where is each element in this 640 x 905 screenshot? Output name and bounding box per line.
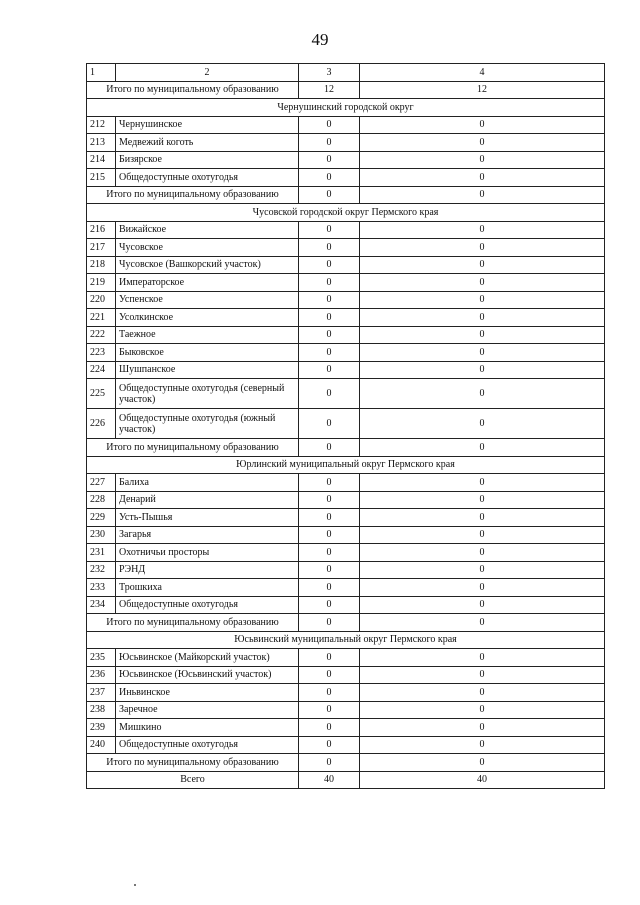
value-col4: 0 xyxy=(360,186,605,204)
value-col4: 0 xyxy=(360,474,605,492)
row-number: 235 xyxy=(87,649,116,667)
row-number: 218 xyxy=(87,256,116,274)
grand-total-row xyxy=(87,771,605,789)
value-col4: 0 xyxy=(360,649,605,667)
value-col3: 0 xyxy=(299,561,360,579)
value-col4: 0 xyxy=(360,754,605,772)
value-col4: 0 xyxy=(360,491,605,509)
hunting-ground-name: Бизярское xyxy=(116,151,299,169)
hunting-ground-name: Медвежий коготь xyxy=(116,134,299,152)
table-row xyxy=(87,719,605,737)
value-col4: 0 xyxy=(360,509,605,527)
section-title: Юрлинский муниципальный округ Пермского края xyxy=(87,456,605,474)
value-col4: 0 xyxy=(360,379,605,409)
value-col3: 0 xyxy=(299,649,360,667)
row-number: 214 xyxy=(87,151,116,169)
value-col4: 0 xyxy=(360,326,605,344)
value-col3: 0 xyxy=(299,579,360,597)
row-number: 225 xyxy=(87,379,116,409)
hunting-ground-name: Трошкиха xyxy=(116,579,299,597)
hunting-ground-name: Быковское xyxy=(116,344,299,362)
row-number: 238 xyxy=(87,701,116,719)
table-row xyxy=(87,361,605,379)
subtotal-label: Итого по муниципальному образованию xyxy=(87,754,299,772)
hunting-ground-name: Таежное xyxy=(116,326,299,344)
table-row xyxy=(87,544,605,562)
table-row xyxy=(87,256,605,274)
value-col4: 0 xyxy=(360,116,605,134)
value-col3: 0 xyxy=(299,491,360,509)
row-number: 216 xyxy=(87,221,116,239)
table-row xyxy=(87,701,605,719)
value-col4: 0 xyxy=(360,169,605,187)
hunting-ground-name: РЭНД xyxy=(116,561,299,579)
subtotal-row xyxy=(87,614,605,632)
section-title: Юсьвинский муниципальный округ Пермского края xyxy=(87,631,605,649)
value-col4: 0 xyxy=(360,614,605,632)
value-col4: 0 xyxy=(360,736,605,754)
value-col4: 12 xyxy=(360,81,605,99)
hunting-ground-name: Чусовское (Вашкорский участок) xyxy=(116,256,299,274)
value-col4: 0 xyxy=(360,409,605,439)
table-row xyxy=(87,509,605,527)
section-header-row xyxy=(87,204,605,222)
table-row xyxy=(87,309,605,327)
value-col4: 0 xyxy=(360,439,605,457)
value-col4: 0 xyxy=(360,361,605,379)
value-col4: 0 xyxy=(360,526,605,544)
row-number: 240 xyxy=(87,736,116,754)
table-row xyxy=(87,666,605,684)
section-header-row xyxy=(87,99,605,117)
hunting-ground-name: Общедоступные охотугодья xyxy=(116,596,299,614)
value-col3: 0 xyxy=(299,701,360,719)
value-col3: 0 xyxy=(299,754,360,772)
hunting-ground-name: Денарий xyxy=(116,491,299,509)
table-row xyxy=(87,151,605,169)
value-col3: 0 xyxy=(299,614,360,632)
value-col3: 0 xyxy=(299,684,360,702)
value-col4: 0 xyxy=(360,579,605,597)
hunting-ground-name: Юсьвинское (Майкорский участок) xyxy=(116,649,299,667)
hunting-ground-name: Юсьвинское (Юсьвинский участок) xyxy=(116,666,299,684)
value-col3: 0 xyxy=(299,134,360,152)
hunting-ground-name: Загарья xyxy=(116,526,299,544)
page-number: 49 xyxy=(311,30,329,49)
value-col3: 40 xyxy=(299,771,360,789)
value-col3: 0 xyxy=(299,169,360,187)
hunting-ground-name: Балиха xyxy=(116,474,299,492)
value-col4: 0 xyxy=(360,309,605,327)
row-number: 222 xyxy=(87,326,116,344)
table-row xyxy=(87,526,605,544)
table-row xyxy=(87,379,605,409)
hunting-ground-name: Охотничьи просторы xyxy=(116,544,299,562)
section-header-row xyxy=(87,631,605,649)
value-col3: 0 xyxy=(299,379,360,409)
header-row xyxy=(87,64,605,82)
table-row xyxy=(87,274,605,292)
value-col4: 0 xyxy=(360,701,605,719)
table-row xyxy=(87,649,605,667)
value-col3: 0 xyxy=(299,274,360,292)
row-number: 232 xyxy=(87,561,116,579)
table-row xyxy=(87,169,605,187)
value-col4: 0 xyxy=(360,561,605,579)
value-col3: 0 xyxy=(299,719,360,737)
value-col4: 0 xyxy=(360,256,605,274)
table-row xyxy=(87,474,605,492)
value-col4: 0 xyxy=(360,239,605,257)
value-col3: 0 xyxy=(299,509,360,527)
row-number: 236 xyxy=(87,666,116,684)
value-col4: 0 xyxy=(360,596,605,614)
value-col4: 0 xyxy=(360,719,605,737)
subtotal-row xyxy=(87,81,605,99)
header-cell: 3 xyxy=(299,64,360,82)
hunting-ground-name: Шушпанское xyxy=(116,361,299,379)
value-col3: 0 xyxy=(299,666,360,684)
hunting-ground-name: Общедоступные охотугодья (северный участок) xyxy=(116,379,299,409)
value-col3: 0 xyxy=(299,736,360,754)
hunting-ground-name: Чернушинское xyxy=(116,116,299,134)
data-table xyxy=(86,63,605,789)
header-cell: 2 xyxy=(116,64,299,82)
row-number: 227 xyxy=(87,474,116,492)
row-number: 217 xyxy=(87,239,116,257)
subtotal-label: Итого по муниципальному образованию xyxy=(87,614,299,632)
subtotal-label: Итого по муниципальному образованию xyxy=(87,439,299,457)
row-number: 221 xyxy=(87,309,116,327)
table-row xyxy=(87,116,605,134)
value-col3: 0 xyxy=(299,116,360,134)
subtotal-row xyxy=(87,439,605,457)
hunting-ground-name: Общедоступные охотугодья xyxy=(116,169,299,187)
row-number: 233 xyxy=(87,579,116,597)
value-col3: 0 xyxy=(299,409,360,439)
value-col4: 0 xyxy=(360,291,605,309)
row-number: 220 xyxy=(87,291,116,309)
row-number: 231 xyxy=(87,544,116,562)
row-number: 229 xyxy=(87,509,116,527)
table-row xyxy=(87,344,605,362)
value-col3: 0 xyxy=(299,544,360,562)
value-col4: 0 xyxy=(360,666,605,684)
subtotal-label: Итого по муниципальному образованию xyxy=(87,81,299,99)
value-col3: 12 xyxy=(299,81,360,99)
hunting-ground-name: Чусовское xyxy=(116,239,299,257)
table-row xyxy=(87,579,605,597)
table-row xyxy=(87,409,605,439)
row-number: 212 xyxy=(87,116,116,134)
value-col3: 0 xyxy=(299,256,360,274)
table-row xyxy=(87,221,605,239)
section-title: Чусовской городской округ Пермского края xyxy=(87,204,605,222)
row-number: 237 xyxy=(87,684,116,702)
value-col3: 0 xyxy=(299,326,360,344)
value-col4: 0 xyxy=(360,544,605,562)
table-row xyxy=(87,596,605,614)
subtotal-row xyxy=(87,754,605,772)
row-number: 215 xyxy=(87,169,116,187)
hunting-ground-name: Мишкино xyxy=(116,719,299,737)
row-number: 224 xyxy=(87,361,116,379)
scan-speck xyxy=(134,884,136,886)
subtotal-label: Итого по муниципальному образованию xyxy=(87,186,299,204)
table-row xyxy=(87,736,605,754)
value-col3: 0 xyxy=(299,291,360,309)
value-col4: 0 xyxy=(360,134,605,152)
value-col3: 0 xyxy=(299,596,360,614)
row-number: 223 xyxy=(87,344,116,362)
hunting-ground-name: Общедоступные охотугодья xyxy=(116,736,299,754)
value-col3: 0 xyxy=(299,309,360,327)
hunting-ground-name: Заречное xyxy=(116,701,299,719)
hunting-ground-name: Усолкинское xyxy=(116,309,299,327)
value-col3: 0 xyxy=(299,474,360,492)
value-col4: 0 xyxy=(360,151,605,169)
row-number: 234 xyxy=(87,596,116,614)
row-number: 228 xyxy=(87,491,116,509)
section-title: Чернушинский городской округ xyxy=(87,99,605,117)
grand-total-label: Всего xyxy=(87,771,299,789)
value-col3: 0 xyxy=(299,439,360,457)
row-number: 219 xyxy=(87,274,116,292)
hunting-ground-name: Общедоступные охотугодья (южный участок) xyxy=(116,409,299,439)
table-row xyxy=(87,326,605,344)
value-col3: 0 xyxy=(299,344,360,362)
table-row xyxy=(87,561,605,579)
table-row xyxy=(87,684,605,702)
section-header-row xyxy=(87,456,605,474)
header-cell: 1 xyxy=(87,64,116,82)
row-number: 230 xyxy=(87,526,116,544)
value-col4: 0 xyxy=(360,274,605,292)
table-row xyxy=(87,291,605,309)
row-number: 239 xyxy=(87,719,116,737)
hunting-ground-name: Успенское xyxy=(116,291,299,309)
row-number: 226 xyxy=(87,409,116,439)
value-col3: 0 xyxy=(299,186,360,204)
value-col4: 0 xyxy=(360,684,605,702)
table-row xyxy=(87,491,605,509)
hunting-ground-name: Иньвинское xyxy=(116,684,299,702)
value-col4: 0 xyxy=(360,344,605,362)
subtotal-row xyxy=(87,186,605,204)
value-col4: 40 xyxy=(360,771,605,789)
value-col3: 0 xyxy=(299,526,360,544)
value-col4: 0 xyxy=(360,221,605,239)
value-col3: 0 xyxy=(299,239,360,257)
hunting-ground-name: Усть-Пышья xyxy=(116,509,299,527)
header-cell: 4 xyxy=(360,64,605,82)
value-col3: 0 xyxy=(299,361,360,379)
table-row xyxy=(87,134,605,152)
value-col3: 0 xyxy=(299,221,360,239)
table-row xyxy=(87,239,605,257)
value-col3: 0 xyxy=(299,151,360,169)
hunting-ground-name: Императорское xyxy=(116,274,299,292)
row-number: 213 xyxy=(87,134,116,152)
hunting-ground-name: Вижайское xyxy=(116,221,299,239)
